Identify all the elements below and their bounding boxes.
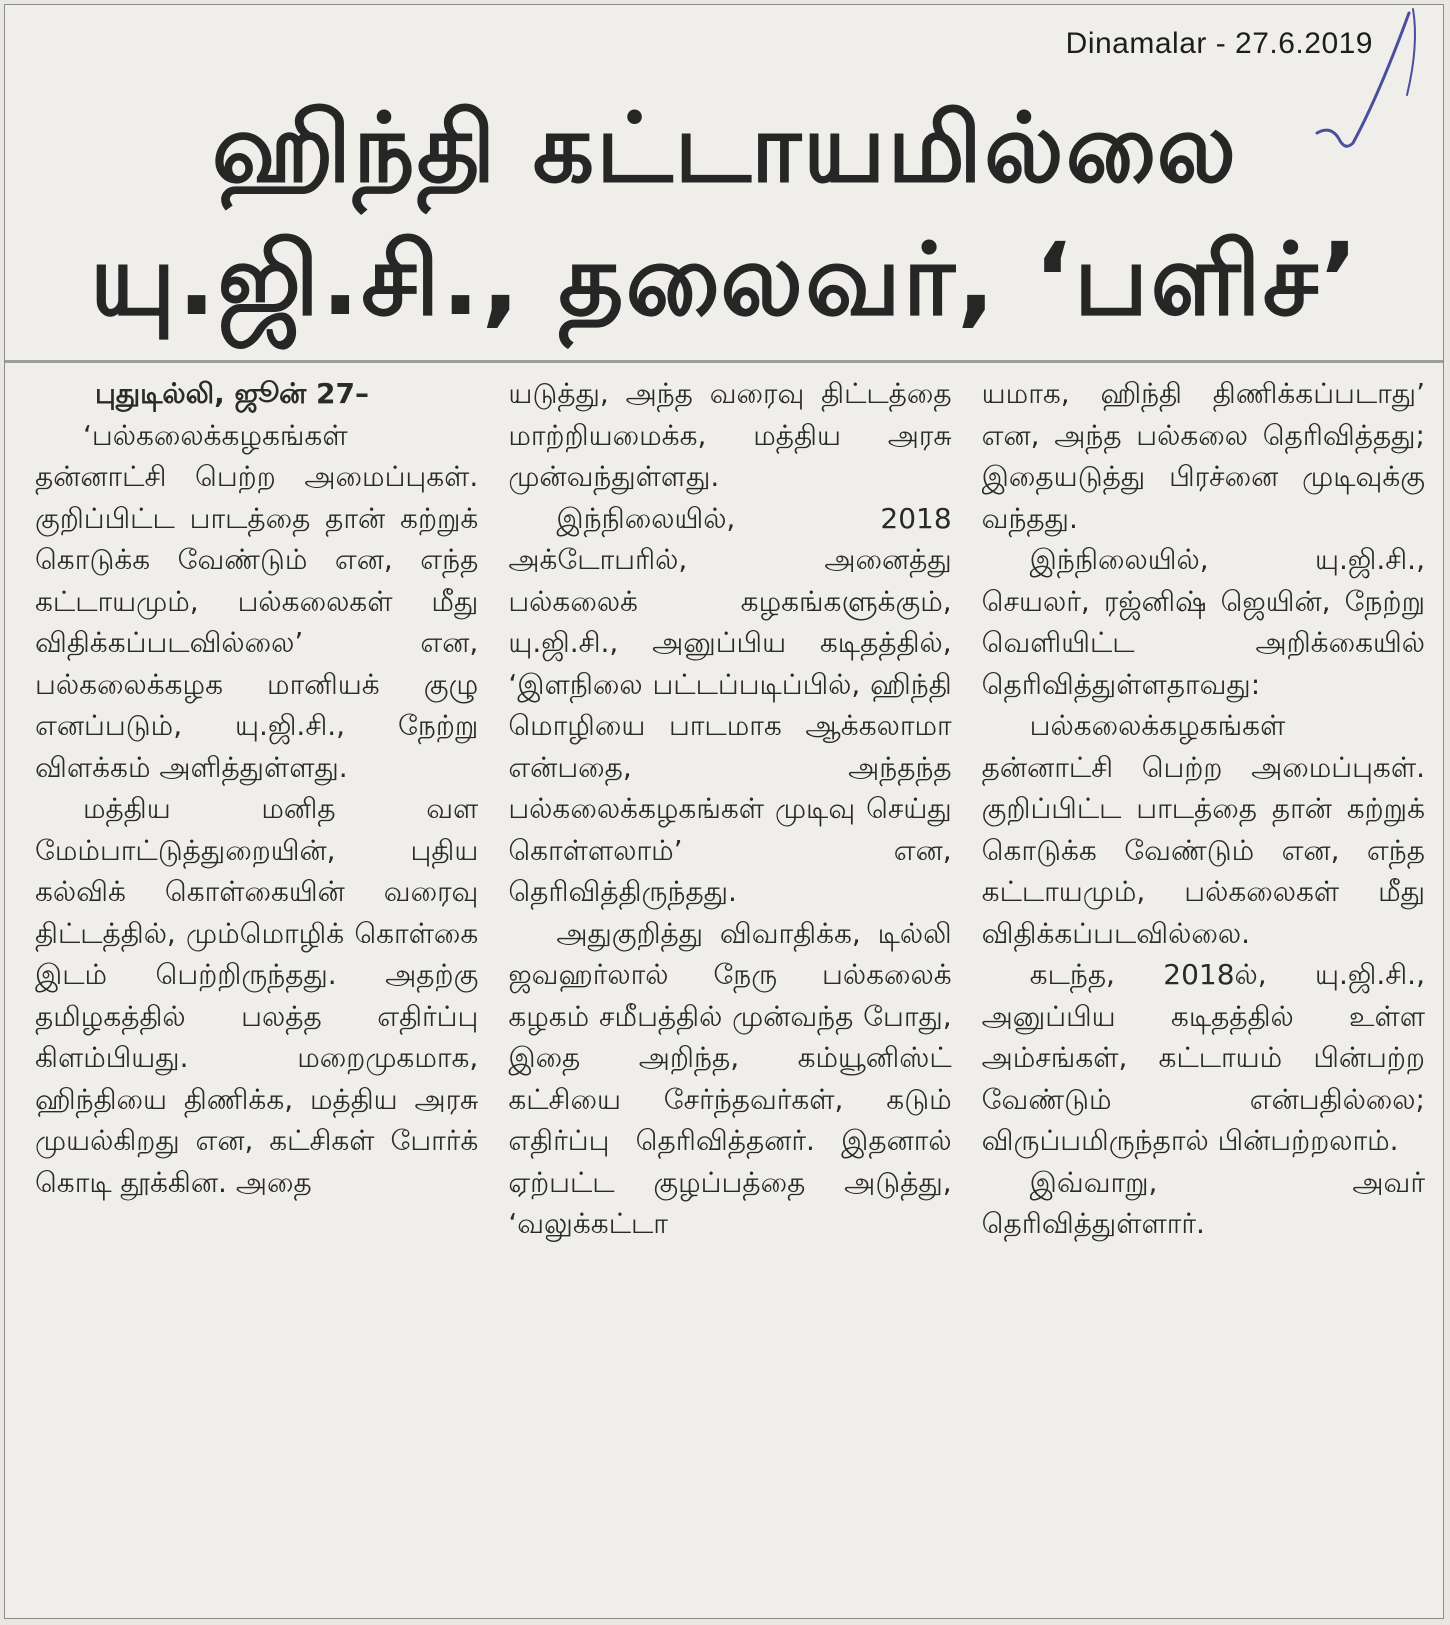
article-body (35, 373, 1425, 1608)
article-column-1 (35, 373, 478, 1608)
newspaper-clipping (4, 4, 1444, 1619)
paragraph: மத்திய மனித வள மேம்பாட்டுத்துறையின், புதிய கல்விக் கொள்கையின் வரைவு திட்டத்தில், மும்மொழிக் கொள்கை இடம் பெற்றிருந்தது. அதற்கு தமிழகத்தில் பலத்த எதிர்ப்பு கிளம்பியது. மறைமுகமாக, ஹிந்தியை திணிக்க, மத்திய அரசு முயல்கிறது என, கட்சிகள் போர்க் கொடி தூக்கின. அதை (35, 792, 479, 1199)
paragraph: இந்நிலையில், யு.ஜி.சி., செயலர், ரஜ்னிஷ் ஜெயின், நேற்று வெளியிட்ட அறிக்கையில் தெரிவித்துள்ளதாவது: (981, 543, 1425, 701)
headline-line-1: ஹிந்தி கட்டாயமில்லை (211, 92, 1239, 204)
paragraph: இவ்வாறு, அவர் தெரிவித்துள்ளார். (981, 1165, 1425, 1240)
paragraph: யடுத்து, அந்த வரைவு திட்டத்தை மாற்றியமைக்க, மத்திய அரசு முன்வந்துள்ளது. (508, 377, 952, 493)
paragraph: பல்கலைக்கழகங்கள் தன்னாட்சி பெற்ற அமைப்புகள். குறிப்பிட்ட பாடத்தை தான் கற்றுக் கொடுக்க வேண்டும் என, எந்த கட்டாயமும், பல்கலைகள் மீது விதிக்கப்படவில்லை. (981, 709, 1425, 950)
paragraph: யமாக, ஹிந்தி திணிக்கப்படாது’ என, அந்த பல்கலை தெரிவித்தது; இதையடுத்து பிரச்னை முடிவுக்கு வந்தது. (981, 377, 1425, 535)
paragraph: கடந்த, 2018ல், யு.ஜி.சி., அனுப்பிய கடிதத்தில் உள்ள அம்சங்கள், கட்டாயம் பின்பற்ற வேண்டும் என்பதில்லை; விருப்பமிருந்தால் பின்பற்றலாம். (981, 958, 1425, 1157)
paragraph: ‘பல்கலைக்கழகங்கள் தன்னாட்சி பெற்ற அமைப்புகள். குறிப்பிட்ட பாடத்தை தான் கற்றுக் கொடுக்க வேண்டும் என, எந்த கட்டாயமும், பல்கலைகள் மீது விதிக்கப்படவில்லை’ என, பல்கலைக்கழக மானியக் குழு எனப்படும், யு.ஜி.சி., நேற்று விளக்கம் அளித்துள்ளது. (35, 418, 479, 784)
article-column-3 (982, 373, 1425, 1608)
paragraph: அதுகுறித்து விவாதிக்க, டில்லி ஜவஹர்லால் நேரு பல்கலைக் கழகம் சமீபத்தில் முன்வந்த போது, இதை அறிந்த, கம்யூனிஸ்ட் கட்சியை சேர்ந்தவர்கள், கடும் எதிர்ப்பு தெரிவித்தனர். இதனால் ஏற்பட்ட குழப்பத்தை அடுத்து, ‘வலுக்கட்டா (508, 916, 952, 1240)
article-column-2 (508, 373, 951, 1608)
article-dateline (35, 373, 478, 415)
dateline: புதுடில்லி, ஜூன் 27– (95, 377, 369, 410)
headline-divider (5, 360, 1444, 363)
paragraph: இந்நிலையில், 2018 அக்டோபரில், அனைத்து பல்கலைக் கழகங்களுக்கும், யு.ஜி.சி., அனுப்பிய கடிதத்தில், ‘இளநிலை பட்டப்படிப்பில், ஹிந்தி மொழியை பாடமாக ஆக்கலாமா என்பதை, அந்தந்த பல்கலைக்கழகங்கள் முடிவு செய்து கொள்ளலாம்’ என, தெரிவித்திருந்தது. (508, 501, 952, 908)
headline-line-2: யு.ஜி.சி., தலைவர், ‘பளிச்’ (89, 221, 1361, 338)
source-label: Dinamalar - 27.6.2019 (1065, 27, 1373, 60)
